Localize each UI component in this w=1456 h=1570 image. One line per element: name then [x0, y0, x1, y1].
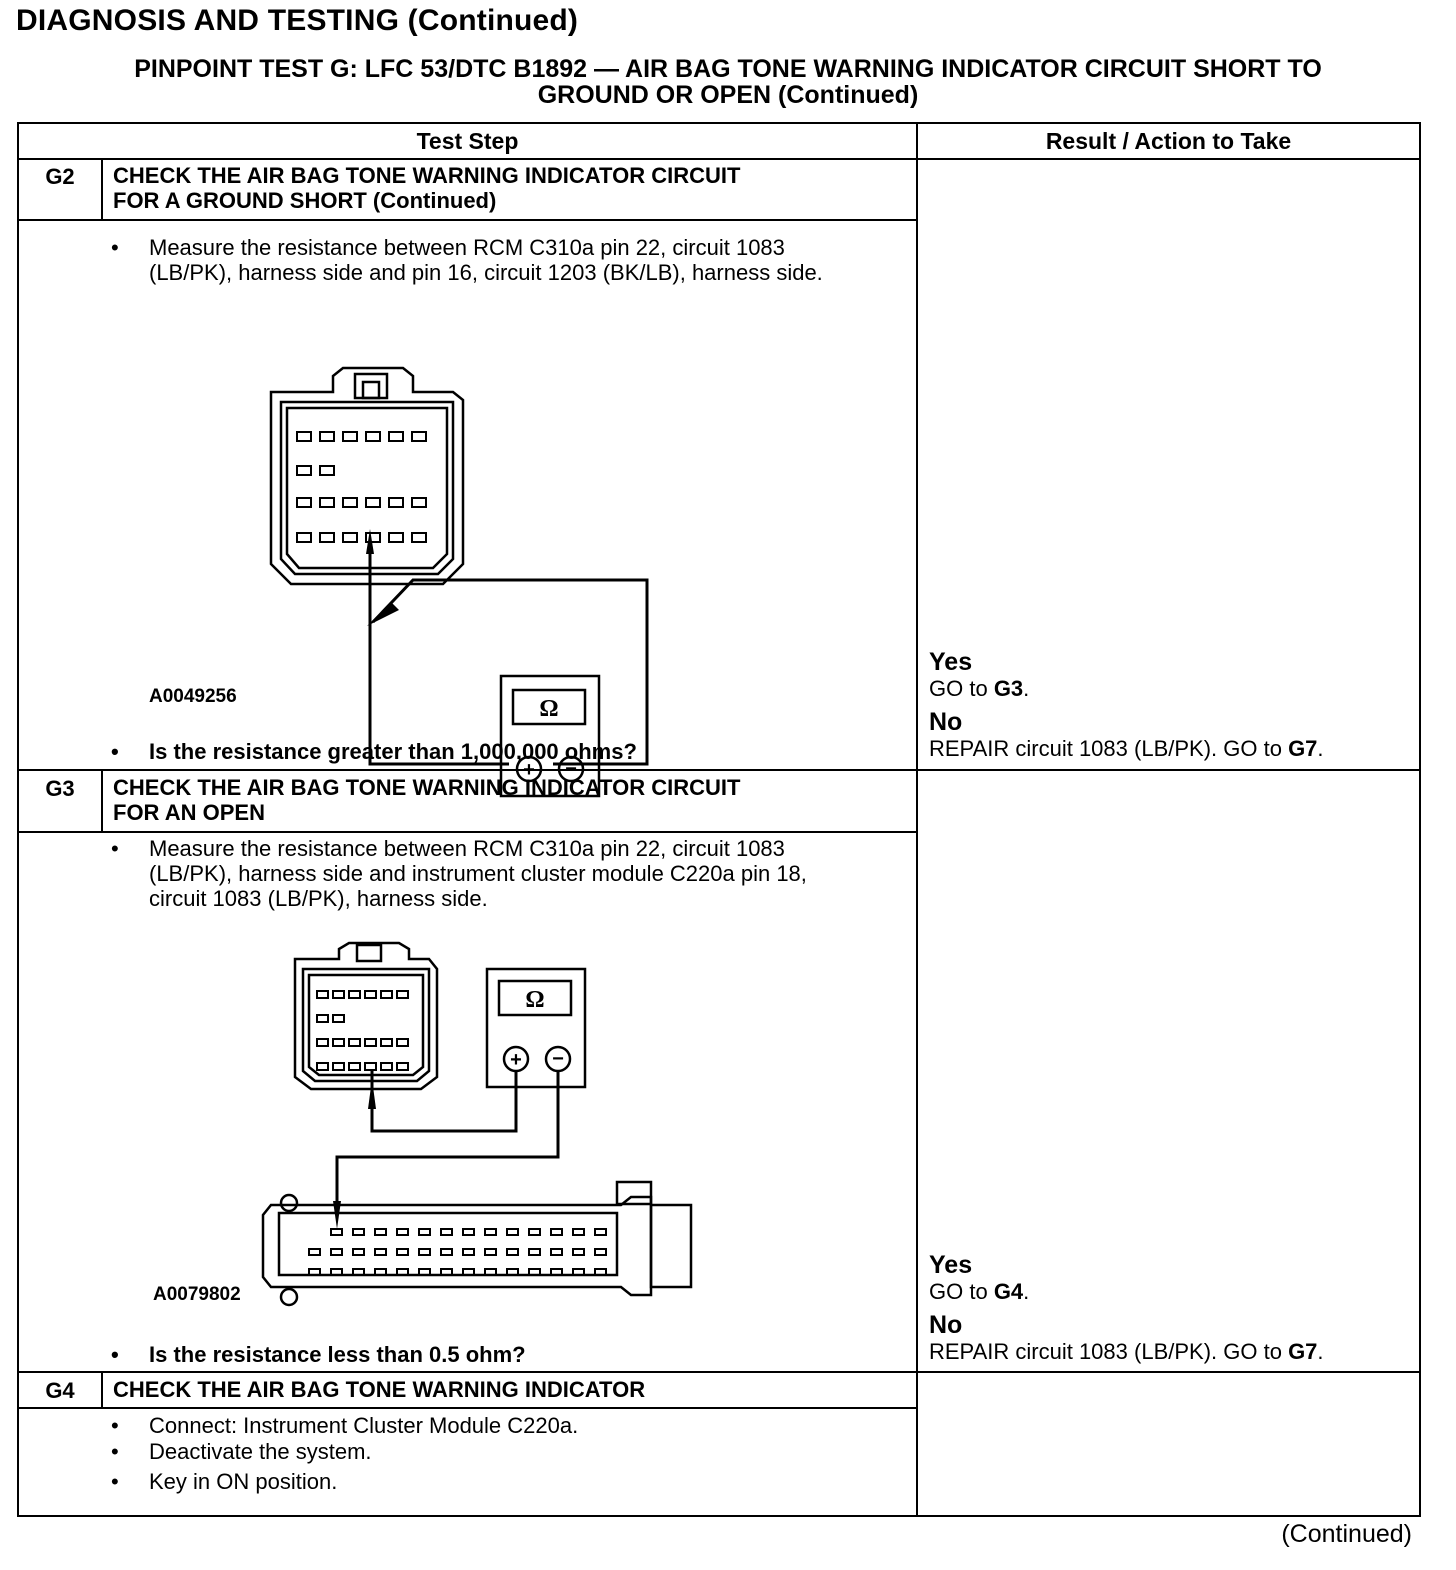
g3-title-divider — [19, 831, 916, 833]
g4-title-divider — [19, 1407, 916, 1409]
g2-id-divider — [101, 158, 103, 219]
g2-probe-tip-2 — [367, 602, 399, 626]
header-divider — [19, 158, 1419, 160]
step-id-g2: G2 — [45, 164, 75, 189]
g3-lead-minus — [337, 1071, 558, 1205]
g3-ic-tab-left-bottom — [281, 1289, 297, 1305]
g2-yes-label: Yes — [929, 648, 973, 676]
g3-id-divider — [101, 769, 103, 831]
g2-bullet-measure: • Measure the resistance between RCM C310a pin 22, circuit 1083 (LB/PK), harness side and pin 16, circuit 1203 (BK/LB), harness side. — [111, 235, 823, 285]
step-id-g4: G4 — [45, 1378, 75, 1403]
g3-yes-action: GO to G4. — [929, 1279, 1030, 1304]
g2-pin-cavities — [297, 432, 426, 542]
g4-bullet-2: • Deactivate the system. — [111, 1439, 372, 1464]
step-id-g3: G3 — [45, 776, 75, 801]
g2-no-action: REPAIR circuit 1083 (LB/PK). GO to G7. — [929, 736, 1324, 761]
g3-yes-label: Yes — [929, 1251, 973, 1279]
g2-latch — [355, 374, 387, 398]
g3-no-label: No — [929, 1311, 963, 1339]
g3-rcm-latch — [357, 945, 381, 961]
g3-probe-tip-1 — [368, 1079, 376, 1109]
g2-ohm-symbol: Ω — [539, 696, 559, 722]
test-title-line-2: GROUND OR OPEN (Continued) — [537, 81, 919, 109]
column-divider — [916, 124, 918, 1517]
g2-title-divider — [19, 219, 916, 221]
g2-yes-action: GO to G3. — [929, 676, 1030, 701]
g2-lead-minus — [373, 580, 647, 764]
step-title-g2 — [113, 163, 903, 213]
g4-bullet-1: • Connect: Instrument Cluster Module C220a. — [111, 1413, 579, 1438]
step-title-g2-line2: FOR A GROUND SHORT (Continued) — [113, 188, 497, 213]
g3-ic-connector-inner — [279, 1213, 617, 1275]
step-title-g3-line2: FOR AN OPEN — [113, 800, 265, 825]
header-test-step: Test Step — [416, 128, 519, 154]
g3-plus-symbol: + — [510, 1049, 522, 1071]
test-title-line-1: PINPOINT TEST G: LFC 53/DTC B1892 — AIR BAG TONE WARNING INDICATOR CIRCUIT SHORT TO — [134, 55, 1322, 83]
pinpoint-test-title — [16, 56, 1440, 108]
g3-end-divider — [19, 1371, 1419, 1373]
g2-no-label: No — [929, 708, 963, 736]
g3-minus-symbol: − — [552, 1048, 564, 1070]
step-title-g3-line1: CHECK THE AIR BAG TONE WARNING INDICATOR CIRCUIT — [113, 775, 741, 800]
g4-id-divider — [101, 1371, 103, 1408]
g3-ic-tab-left-top — [281, 1195, 297, 1211]
g3-figure-id: A0079802 — [153, 1284, 241, 1305]
page-title: DIAGNOSIS AND TESTING (Continued) — [16, 4, 579, 37]
g3-connector-diagram — [241, 939, 681, 1289]
g2-question: • Is the resistance greater than 1,000,000 ohms? — [111, 739, 637, 764]
bullet-dot: • — [111, 235, 119, 260]
g3-ic-pins — [309, 1229, 606, 1275]
g2-figure-id: A0049256 — [149, 686, 237, 707]
step-title-g4: CHECK THE AIR BAG TONE WARNING INDICATOR — [113, 1377, 646, 1402]
g3-result — [929, 1252, 1419, 1372]
step-title-g3 — [113, 775, 903, 825]
g3-ic-latch-top — [617, 1182, 651, 1204]
g3-ic-connector-outline — [263, 1197, 651, 1295]
g2-end-divider — [19, 769, 1419, 771]
g3-ohm-symbol: Ω — [525, 987, 545, 1013]
g3-bullet-measure: • Measure the resistance between RCM C310a pin 22, circuit 1083 (LB/PK), harness side and instrument cluster module C220a pin 18, circuit 1083 (LB/PK), harness side. — [111, 836, 807, 911]
g3-rcm-pins — [317, 991, 408, 1070]
g3-question: • Is the resistance less than 0.5 ohm? — [111, 1342, 526, 1367]
g2-latch-inner — [363, 382, 379, 398]
header-result-action: Result / Action to Take — [1045, 128, 1292, 154]
step-title-g2-line1: CHECK THE AIR BAG TONE WARNING INDICATOR CIRCUIT — [113, 163, 741, 188]
g3-no-action: REPAIR circuit 1083 (LB/PK). GO to G7. — [929, 1339, 1324, 1364]
g4-bullet-3: • Key in ON position. — [111, 1469, 338, 1494]
g2-connector-diagram — [263, 364, 643, 722]
continued-footer: (Continued) — [1281, 1520, 1412, 1548]
g3-ic-lock — [651, 1205, 691, 1287]
pinpoint-test-table — [17, 122, 1421, 1517]
g2-result — [929, 649, 1419, 769]
